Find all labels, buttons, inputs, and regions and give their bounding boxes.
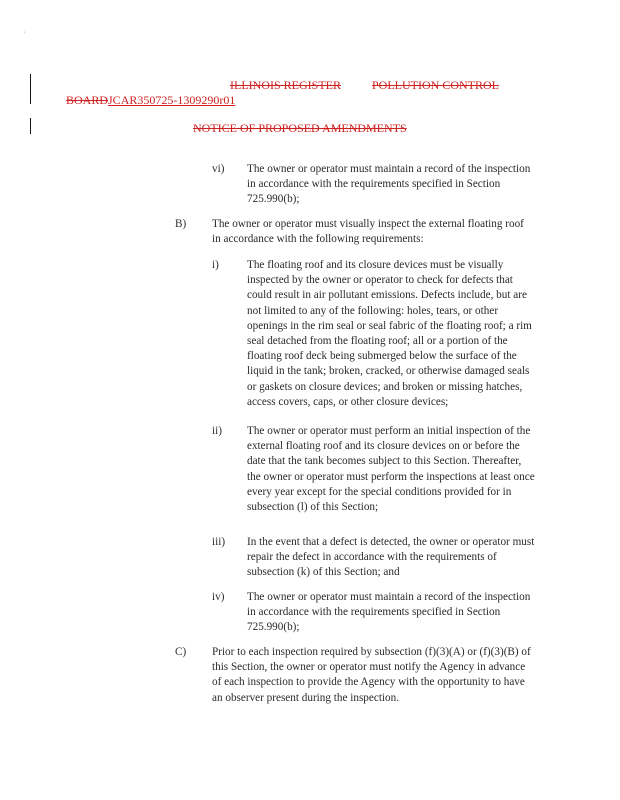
item-label-iii: iii): [212, 536, 226, 548]
item-label-iv: iv): [212, 591, 225, 603]
item-label-vi: vi): [212, 163, 225, 175]
header-pollution-control: POLLUTION CONTROL: [372, 78, 499, 92]
item-text-vi: The owner or operator must maintain a record of the inspection in accordance with the requirements specified in Section 725.990(b);: [247, 163, 531, 206]
item-label-i: i): [212, 259, 219, 271]
item-text-iv: The owner or operator must maintain a record of the inspection in accordance with the requirements specified in Section 725.990(b);: [247, 591, 531, 634]
item-label-B: B): [175, 218, 187, 230]
header-illinois-register: ILLINOIS REGISTER: [230, 78, 341, 92]
item-text-B: The owner or operator must visually inspect the external floating roof in accordance with the following requirements:: [212, 218, 524, 246]
header-jcar-id: JCAR350725-1309290r01: [108, 93, 236, 107]
change-bar-header: [30, 74, 31, 104]
header-board-line: [66, 93, 235, 107]
item-text-i: The floating roof and its closure devices must be visually inspected by the owner or operator to check for defects that could result in air pollutant emissions. Defects include, but are not limited to any of the following: holes, tears, or other openings in the rim seal or seal fabric of the floating roof; a rim seal detached from the floating roof; all or a portion of the floating roof deck being submerged below the surface of the liquid in the tank; broken, cracked, or otherwise damaged seals or gaskets on closure devices; and broken or missing hatches, access covers, caps, or other closure devices;: [247, 259, 532, 408]
notice-title: NOTICE OF PROPOSED AMENDMENTS: [193, 121, 407, 135]
item-label-ii: ii): [212, 425, 222, 437]
item-text-C: Prior to each inspection required by subsection (f)(3)(A) or (f)(3)(B) of this Section, the owner or operator must notify the Agency in advance of each inspection to provide the Agency with the opportunity to have an observer present during the inspection.: [212, 646, 531, 704]
header-board-struck: BOARD: [66, 93, 109, 107]
item-text-ii: The owner or operator must perform an initial inspection of the external floating roof and its closure devices on or before the date that the tank becomes subject to this Section. Thereafter, the owner or operator must perform the inspections at least once every year except for the special conditions provided for in subsection (l) of this Section;: [247, 425, 535, 514]
item-text-iii: In the event that a defect is detected, the owner or operator must repair the defect in accordance with the requirements of subsection (k) of this Section; and: [247, 536, 535, 579]
item-label-C: C): [175, 646, 187, 658]
corner-mark: ': [24, 30, 26, 40]
change-bar-notice: [30, 118, 31, 134]
